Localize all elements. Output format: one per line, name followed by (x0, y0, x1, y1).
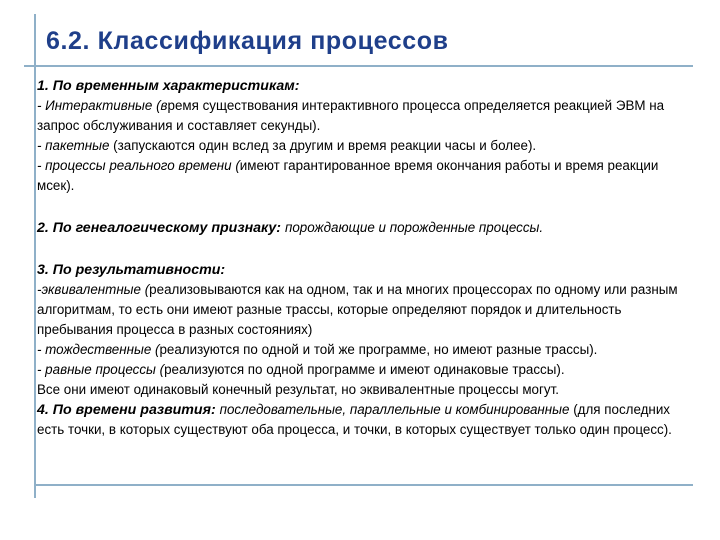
item-text: реализуются по одной программе и имеют одинаковые трассы). (164, 362, 565, 377)
section-2-heading: 2. По генеалогическому признаку: (37, 220, 285, 236)
item-term: - тождественные ( (37, 342, 160, 357)
item-term: -эквивалентные ( (37, 282, 150, 297)
section-1-item-realtime (37, 156, 697, 196)
section-3-summary: Все они имеют одинаковый конечный результат, но эквивалентные процессы могут. (37, 382, 559, 397)
item-text: ремя существования интерактивного процесса определяется реакцией ЭВМ на запрос обслуживания и составляет секунды). (37, 98, 665, 133)
section-3-item-equal (37, 360, 697, 380)
item-text: реализовываются как на одном, так и на многих процессорах по одному или разным алгоритмам, то есть они имеют разные трассы, которые определяют порядок и длительность пребывания процесса в разных состояниях) (37, 282, 678, 337)
item-term: - пакетные (37, 138, 114, 153)
section-2 (37, 218, 697, 238)
section-1-item-interactive (37, 96, 697, 136)
item-text: реализуются по одной и той же программе, но имеют разные трассы). (159, 342, 598, 357)
item-term: - Интерактивные (в (37, 98, 168, 113)
section-1-heading: 1. По временным характеристикам: (37, 78, 300, 94)
title-underline-rule (24, 65, 693, 67)
left-vertical-rule (34, 14, 36, 498)
section-4-term: последовательные, параллельные и комбинированные (219, 402, 570, 417)
section-1-item-batch (37, 136, 697, 156)
slide-content (37, 76, 697, 440)
section-2-text: порождающие и порожденные процессы. (284, 220, 544, 235)
section-3-heading: 3. По результативности: (37, 262, 226, 278)
item-text: (запускаются один вслед за другим и время реакции часы и более). (113, 138, 537, 153)
item-term: - процессы реального времени ( (37, 158, 240, 173)
section-4-text: (для последних есть точки, в которых существуют оба процесса, и точки, в которых существует только один процесс). (37, 402, 672, 437)
slide-title: 6.2. Классификация процессов (46, 27, 449, 55)
section-3-item-equivalent (37, 280, 697, 340)
footer-rule (36, 484, 693, 486)
section-3-item-identical (37, 340, 697, 360)
section-4-heading: 4. По времени развития: (37, 402, 220, 418)
item-text: имеют гарантированное время окончания работы и время реакции мсек). (37, 158, 659, 193)
section-4 (37, 400, 697, 440)
item-term: - равные процессы ( (37, 362, 165, 377)
